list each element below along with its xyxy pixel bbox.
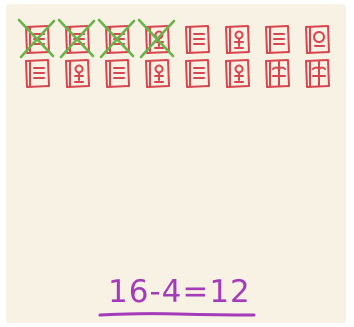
book-lines-icon: [19, 20, 54, 57]
book-figure-icon: [226, 60, 249, 87]
book-figure-icon: [139, 20, 174, 57]
book-lines-icon: [266, 26, 289, 53]
book-drawings: [0, 0, 354, 120]
subtraction-equation: 16-4=12: [108, 274, 251, 310]
book-figure-icon: [146, 60, 169, 87]
equation-underline: [98, 310, 258, 320]
book-figure-icon: [226, 26, 249, 53]
book-open-icon: [266, 60, 289, 87]
book-lines-icon: [186, 26, 209, 53]
book-lines-icon: [59, 20, 94, 57]
book-lines-icon: [26, 60, 49, 87]
book-lines-icon: [106, 60, 129, 87]
book-lines-icon: [99, 20, 134, 57]
book-open-icon: [306, 60, 329, 87]
book-figure-icon: [66, 60, 89, 87]
book-face-icon: [306, 26, 329, 53]
book-lines-icon: [186, 60, 209, 87]
